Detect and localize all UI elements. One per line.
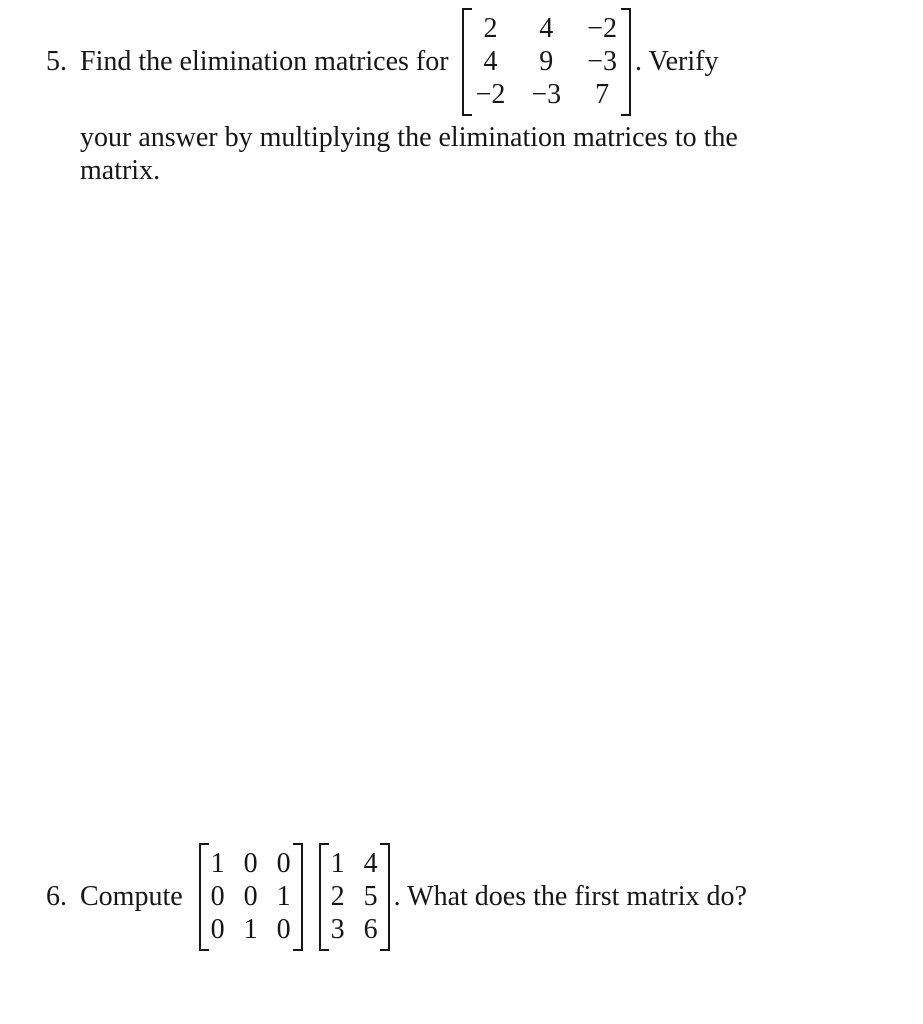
problem-5-first-line [46, 8, 738, 116]
matrix-cell: 9 [539, 46, 554, 77]
matrix-cell: 0 [243, 848, 258, 879]
matrix-cell: 1 [276, 881, 291, 912]
problem-5-number: 5. [46, 46, 67, 77]
matrix-cell: 4 [363, 848, 378, 879]
problem-5-after-matrix-text: . Verify [634, 46, 719, 77]
matrix-cell: −3 [587, 46, 617, 77]
matrix-cell: 1 [330, 848, 345, 879]
matrix-cell: −2 [587, 13, 617, 44]
matrix-cell: −3 [531, 79, 562, 110]
matrix-cell: −2 [475, 79, 506, 110]
matrix-cell: 4 [539, 13, 554, 44]
problem-5-continuation-line-2: matrix. [80, 155, 161, 186]
problem-5 [46, 8, 738, 187]
matrix-cell: 1 [243, 914, 258, 945]
problem-6-intro-text: Compute [80, 881, 183, 912]
problem-5-matrix-grid [472, 13, 621, 111]
problem-5-matrix [462, 8, 631, 116]
matrix-cell: 0 [210, 914, 225, 945]
matrix-cell: 7 [595, 79, 610, 110]
problem-6-after-matrices-text: . What does the first matrix do? [393, 881, 747, 912]
problem-5-intro-text: Find the elimination matrices for [80, 46, 449, 77]
problem-6-first-line [46, 843, 747, 951]
matrix-cell: 6 [363, 914, 378, 945]
problem-5-continuation-line-1: your answer by multiplying the elimination matrices to the [80, 122, 738, 153]
matrix-cell: 0 [276, 914, 291, 945]
matrix-cell: 1 [210, 848, 225, 879]
matrix-cell: 2 [483, 13, 498, 44]
matrix-cell: 2 [330, 881, 345, 912]
matrix-cell: 5 [363, 881, 378, 912]
problem-6-matrix-b-grid [329, 848, 380, 946]
problem-6-matrix-a-grid [209, 848, 293, 946]
matrix-cell: 0 [243, 881, 258, 912]
matrix-cell: 0 [276, 848, 291, 879]
problem-6 [46, 843, 747, 951]
matrix-cell: 0 [210, 881, 225, 912]
problem-5-continuation [80, 121, 738, 187]
problem-6-second-matrix [319, 843, 390, 951]
problem-6-permutation-matrix [199, 843, 303, 951]
problem-6-number: 6. [46, 881, 67, 912]
matrix-cell: 4 [483, 46, 498, 77]
matrix-cell: 3 [330, 914, 345, 945]
